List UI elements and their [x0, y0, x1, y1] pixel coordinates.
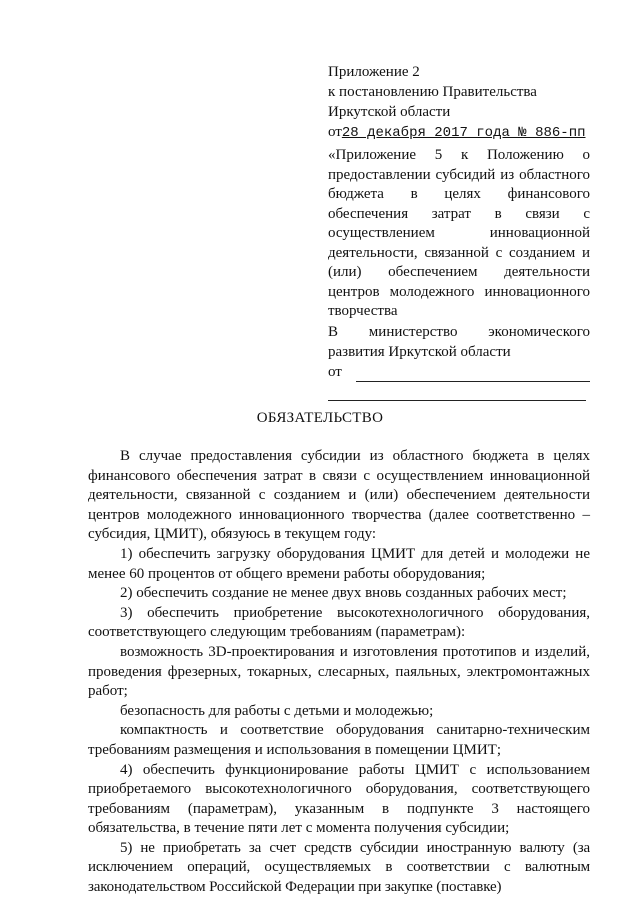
- paragraph-item-5: 5) не приобретать за счет средств субсидии иностранную валюту (за исключением операций, осуществляемых в соответствии с валютным законодательством Российской Федерации при закупке (поставке): [88, 839, 590, 896]
- document-title: ОБЯЗАТЕЛЬСТВО: [256, 410, 384, 426]
- appendix-region: Иркутской области: [328, 104, 451, 120]
- paragraph-req-1: возможность 3D-проектирования и изготовления прототипов и изделий, проведения фрезерных, токарных, слесарных, паяльных, электромонтажных работ;: [88, 643, 590, 700]
- appendix-date-prefix: от: [328, 124, 342, 140]
- paragraph-req-2: безопасность для работы с детьми и молодежью;: [120, 702, 434, 719]
- appendix-header: [328, 62, 590, 143]
- paragraph-item-1: 1) обеспечить загрузку оборудования ЦМИТ для детей и молодежи не менее 60 процентов от общего времени работы оборудования;: [88, 545, 590, 582]
- addressee-from-line: [328, 362, 590, 382]
- appendix-title: Приложение 2: [328, 64, 420, 80]
- addressee-block: [328, 322, 590, 401]
- appendix-date-value: 28 декабря 2017 года № 886-пп: [341, 125, 586, 141]
- addressee-second-blank: [328, 382, 586, 401]
- obligation-body: [88, 447, 590, 898]
- paragraph-req-3: компактность и соответствие оборудования санитарно-техническим требованиям размещения и использования в помещении ЦМИТ;: [88, 722, 590, 758]
- addressee-from-label: от: [328, 364, 342, 380]
- addressee-text: В министерство экономического развития Иркутской области: [328, 324, 590, 360]
- addressee-from-blank: [356, 367, 590, 382]
- paragraph-item-4: 4) обеспечить функционирование работы ЦМИТ с использованием приобретаемого высокотехнологичного оборудования, соответствующего требованиям (параметрам), указанным в подпункте 3 настоящего обязательства, в течение пяти лет с момента получения субсидии;: [88, 761, 590, 837]
- appendix-quote: «Приложение 5 к Положению о предоставлении субсидий из областного бюджета в целях финансового обеспечения затрат в связи с осуществлением инновационной деятельности, связанной с созданием и (или) обеспечением деятельности центров молодежного инновационного творчества: [328, 147, 590, 319]
- paragraph-intro: В случае предоставления субсидии из областного бюджета в целях финансового обеспечения затрат в связи с осуществлением инновационной деятельности, связанной с созданием и (или) обеспечением деятельности центров молодежного инновационного творчества (далее соответственно – субсидия, ЦМИТ), обязуюсь в текущем году:: [88, 448, 590, 543]
- paragraph-item-3: 3) обеспечить приобретение высокотехнологичного оборудования, соответствующего следующим требованиям (параметрам):: [88, 604, 590, 641]
- appendix-resolution: к постановлению Правительства: [328, 84, 537, 100]
- paragraph-item-2: 2) обеспечить создание не менее двух вновь созданных рабочих мест;: [120, 585, 567, 602]
- appendix-date-line: [328, 122, 590, 143]
